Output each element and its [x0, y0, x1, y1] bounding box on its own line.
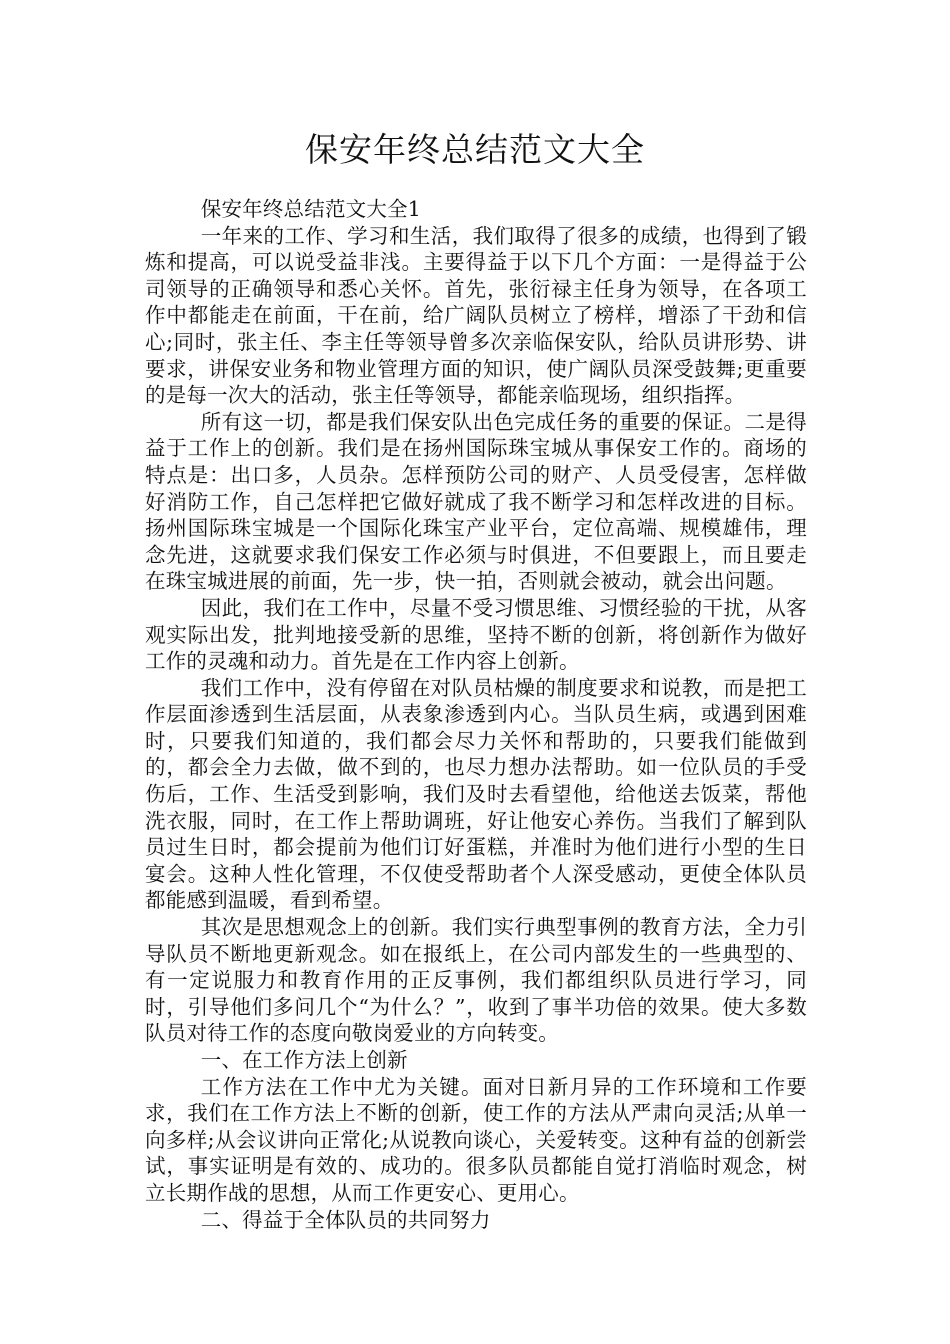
paragraph: 一年来的工作、学习和生活，我们取得了很多的成绩，也得到了锻炼和提高，可以说受益非浅。主要得益于以下几个方面：一是得益于公司领导的正确领导和悉心关怀。首先，张衍禄主任身为领导，在各项工作中都能走在前面，干在前，给广阔队员树立了榜样，增添了干劲和信心;同时，张主任、李主任等领导曾多次亲临保安队，给队员讲形势、讲要求，讲保安业务和物业管理方面的知识，使广阔队员深受鼓舞;更重要的是每一次大的活动，张主任等领导，都能亲临现场，组织指挥。	[145, 223, 807, 408]
paragraph: 其次是思想观念上的创新。我们实行典型事例的教育方法，全力引导队员不断地更新观念。如在报纸上，在公司内部发生的一些典型的、有一定说服力和教育作用的正反事例，我们都组织队员进行学习，同时，引导他们多问几个“为什么？”，收到了事半功倍的效果。使大多数队员对待工作的态度向敬岗爱业的方向转变。	[145, 915, 807, 1046]
document-title: 保安年终总结范文大全	[305, 130, 645, 169]
document-body	[145, 196, 807, 1233]
section-heading: 一、在工作方法上创新	[200, 1048, 408, 1072]
paragraph: 我们工作中，没有停留在对队员枯燥的制度要求和说教，而是把工作层面渗透到生活层面，从表象渗透到内心。当队员生病，或遇到困难时，只要我们知道的，我们都会尽力关怀和帮助的，只要我们能做到的，都会全力去做，做不到的，也尽力想办法帮助。如一位队员的手受伤后，工作、生活受到影响，我们及时去看望他，给他送去饭菜，帮他洗衣服，同时，在工作上帮助调班，好让他安心养伤。当我们了解到队员过生日时，都会提前为他们订好蛋糕，并准时为他们进行小型的生日宴会。这种人性化管理，不仅使受帮助者个人深受感动，更使全体队员都能感到温暖，看到希望。	[145, 675, 807, 913]
paragraph: 因此，我们在工作中，尽量不受习惯思维、习惯经验的干扰，从客观实际出发，批判地接受新的思维，坚持不断的创新，将创新作为做好工作的灵魂和动力。首先是在工作内容上创新。	[145, 595, 807, 674]
paragraph: 所有这一切，都是我们保安队出色完成任务的重要的保证。二是得益于工作上的创新。我们是在扬州国际珠宝城从事保安工作的。商场的特点是：出口多，人员杂。怎样预防公司的财产、人员受侵害，怎样做好消防工作，自己怎样把它做好就成了我不断学习和怎样改进的目标。扬州国际珠宝城是一个国际化珠宝产业平台，定位高端、规模雄伟，理念先进，这就要求我们保安工作必须与时俱进，不但要跟上，而且要走在珠宝城进展的前面，先一步，快一拍，否则就会被动，就会出问题。	[145, 409, 807, 594]
paragraph: 工作方法在工作中尤为关键。面对日新月异的工作环境和工作要求，我们在工作方法上不断的创新，使工作的方法从严肃向灵活;从单一向多样;从会议讲向正常化;从说教向谈心，关爱转变。这种有益的创新尝试，事实证明是有效的、成功的。很多队员都能自觉打消临时观念，树立长期作战的思想，从而工作更安心、更用心。	[145, 1074, 807, 1205]
section-heading: 保安年终总结范文大全1	[200, 197, 421, 221]
section-heading: 二、得益于全体队员的共同努力	[200, 1207, 491, 1232]
